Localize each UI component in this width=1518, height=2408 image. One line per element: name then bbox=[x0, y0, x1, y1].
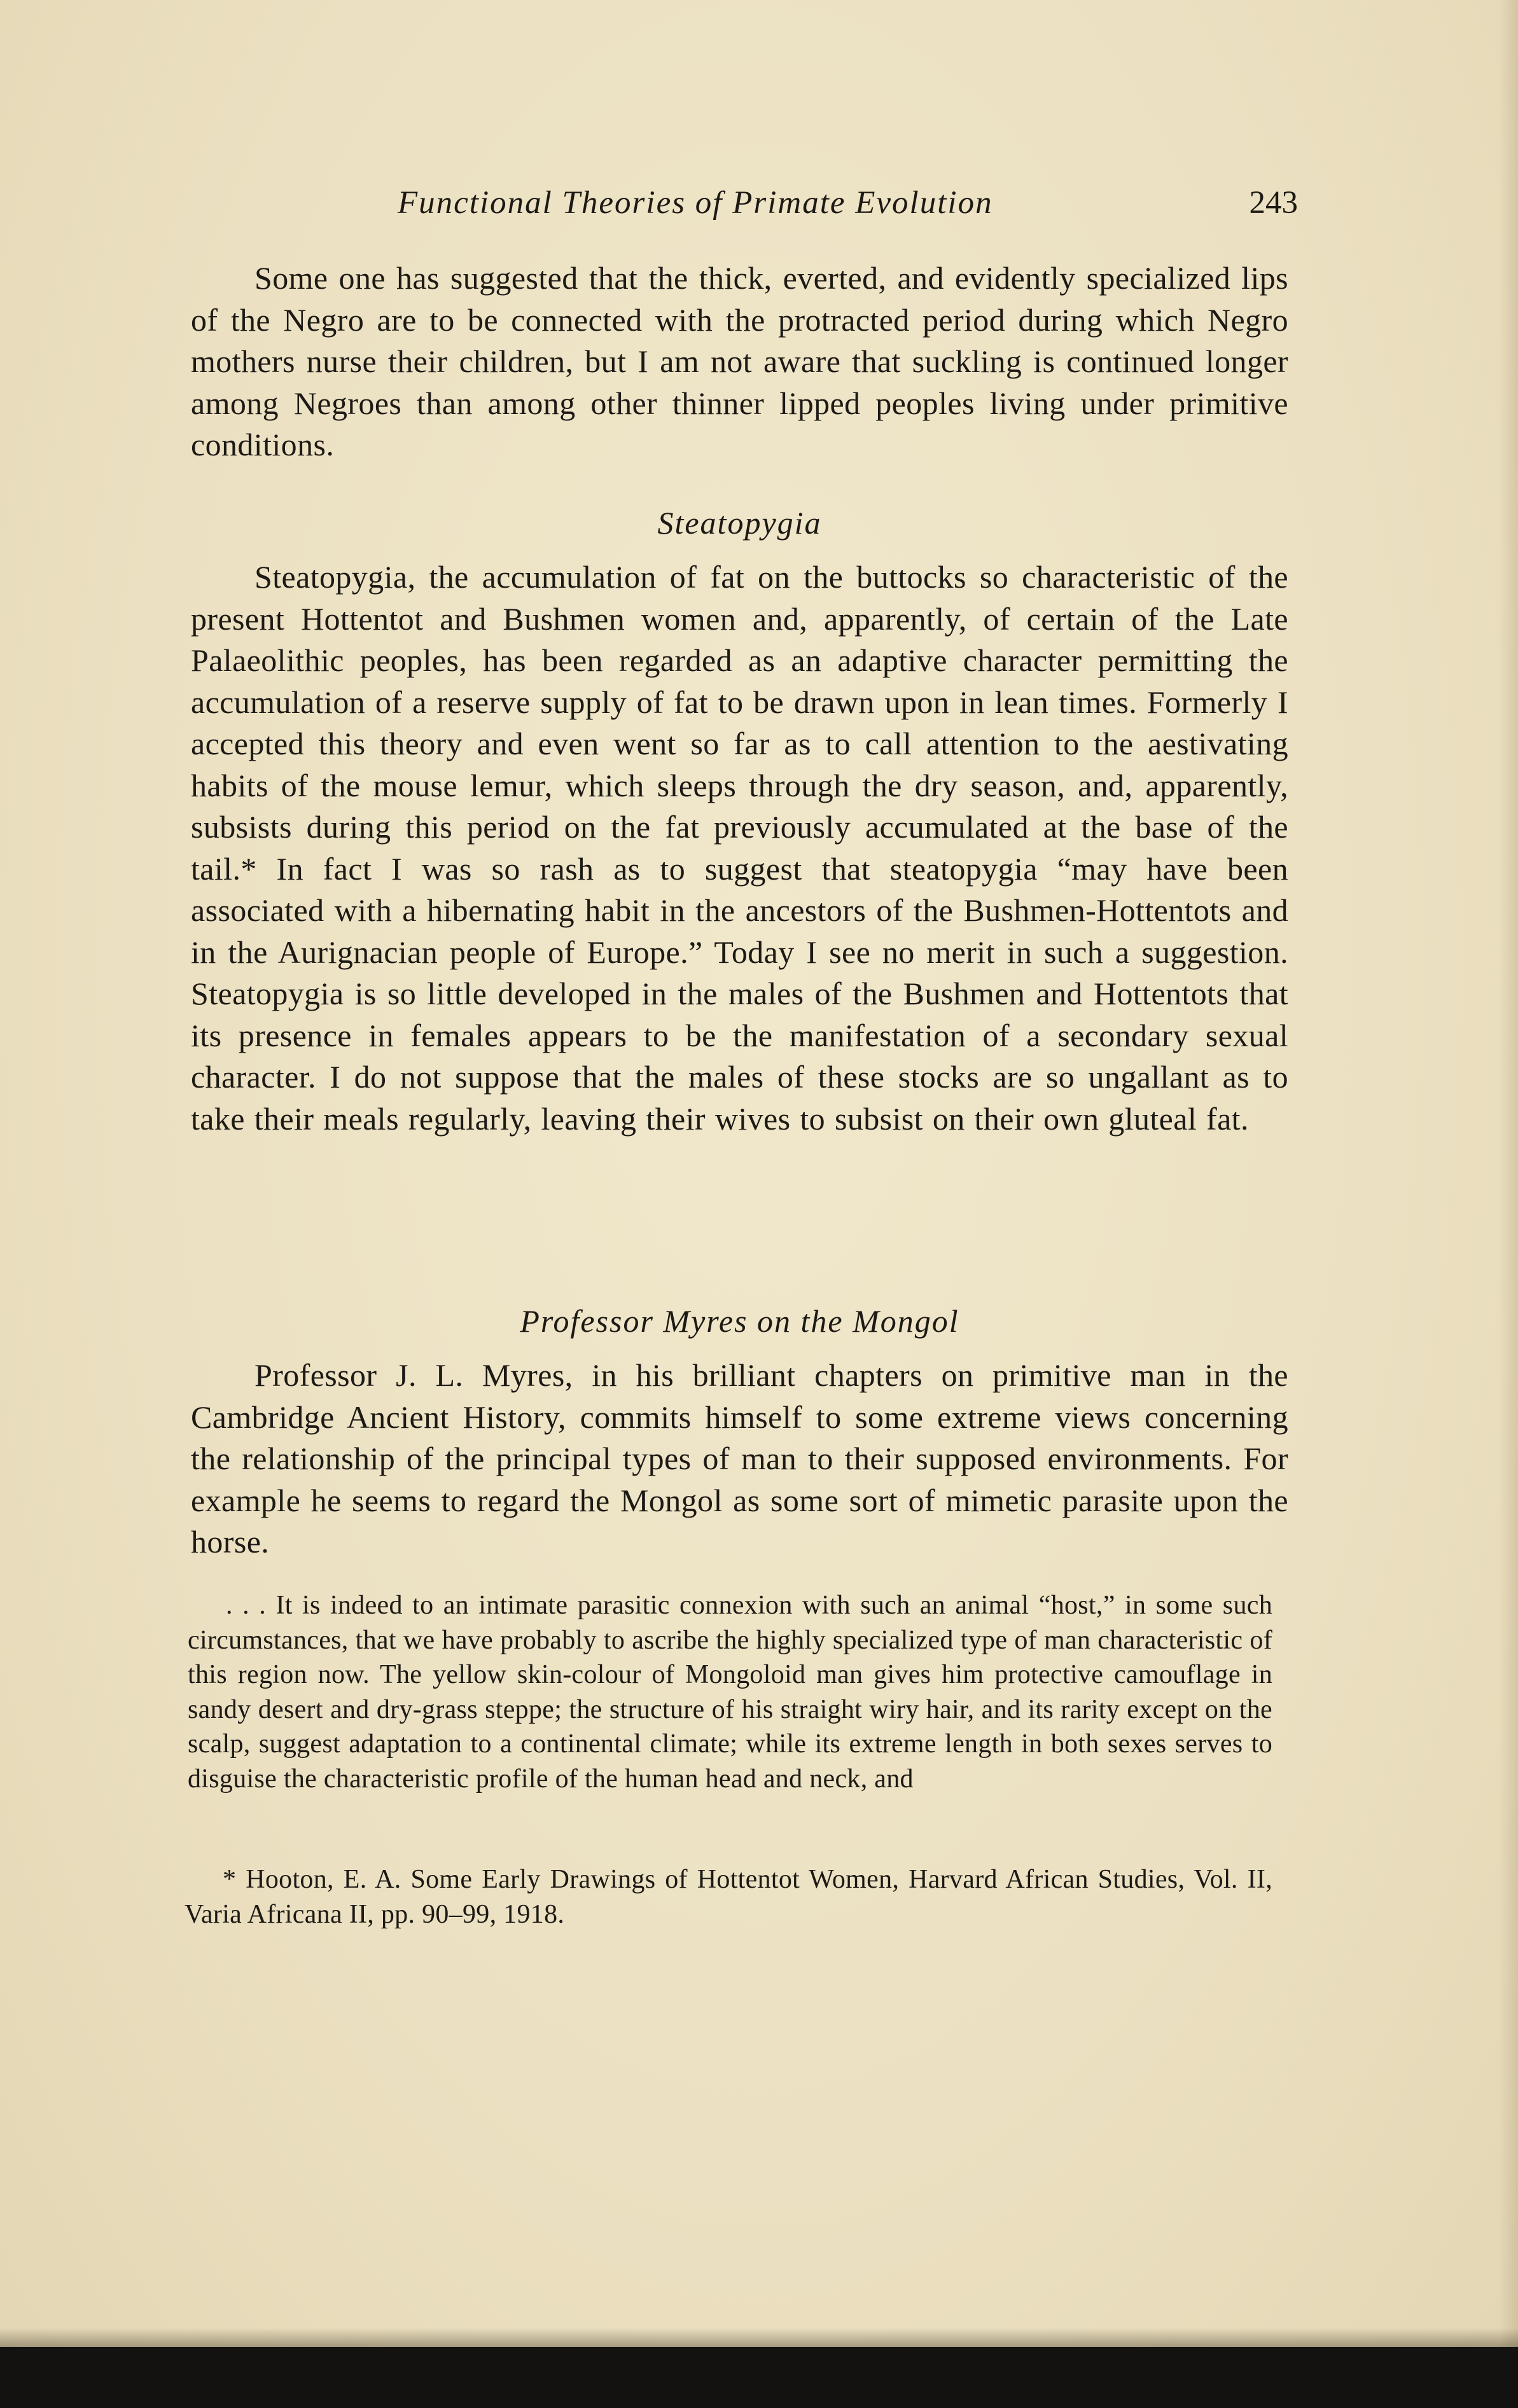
paragraph-text: Professor J. L. Myres, in his brilliant chapters on primitive man in the Cambridge Ancient History, commits himself to some extreme views concerning the relationship of the principal types of man to their supposed environments. For example he seems to regard the Mongol as some sort of mimetic parasite upon the horse. bbox=[191, 1357, 1288, 1560]
section-heading-steatopygia: Steatopygia bbox=[657, 505, 822, 541]
paragraph-text: Some one has suggested that the thick, everted, and evidently specialized lips of the Negro are to be connected with the protracted period during which Negro mothers nurse their children, but I am not aware that suckling is continued longer among Negroes than among other thinner lipped peoples living under primitive conditions. bbox=[191, 260, 1288, 462]
block-quote: . . . It is indeed to an intimate parasitic connexion with such an animal “host,” in some such circumstances, that we have probably to ascribe the highly specialized type of man characteristic of this region now. The yellow skin-colour of Mongoloid man gives him protective camouflage in sandy desert and dry-grass steppe; the structure of his straight wiry hair, and its rarity except on the scalp, suggest adaptation to a continental climate; while its extreme length in both sexes serves to disguise the characteristic profile of the human head and neck, and bbox=[188, 1591, 1272, 1794]
bottom-shadow bbox=[0, 2328, 1518, 2347]
page-edge-shadow bbox=[1499, 0, 1518, 2347]
running-header bbox=[191, 184, 1298, 229]
running-title: Functional Theories of Primate Evolution bbox=[398, 185, 993, 221]
footnote: * Hooton, E. A. Some Early Drawings of Hottentot Women, Harvard African Studies, Vol. II, Varia Africana II, pp. 90–99, 1918. bbox=[185, 1865, 1272, 1929]
paragraph-steatopygia bbox=[191, 557, 1288, 1140]
paragraph-text: Steatopygia, the accumulation of fat on the buttocks so characteristic of the present Hottentot and Bushmen women and, apparently, of certain of the Late Palaeolithic peoples, has been regarded as an adaptive character permitting the accumulation of a reserve supply of fat to be drawn upon in lean times. Formerly I accepted this theory and even went so far as to call attention to the aestivating habits of the mouse lemur, which sleeps through the dry season, and, apparently, subsists during this period on the fat previously accumulated at the base of the tail.* In fact I was so rash as to suggest that steatopygia “may have been associated with a hibernating habit in the ancestors of the Bushmen-Hottentots and in the Aurignacian people of Europe.” Today I see no merit in such a suggestion. Steatopygia is so little developed in the males of the Bushmen and Hottentots that its presence in females appears to be the manifestation of a secondary sexual character. I do not suppose that the males of these stocks are so ungallant as to take their meals regularly, leaving their wives to subsist on their own gluteal fat. bbox=[191, 559, 1288, 1137]
paragraph-myres bbox=[191, 1355, 1288, 1563]
paragraph-lips bbox=[191, 258, 1288, 466]
page-number: 243 bbox=[1249, 185, 1298, 221]
scan-bottom-band bbox=[0, 2347, 1518, 2408]
section-heading-myres: Professor Myres on the Mongol bbox=[520, 1303, 959, 1339]
